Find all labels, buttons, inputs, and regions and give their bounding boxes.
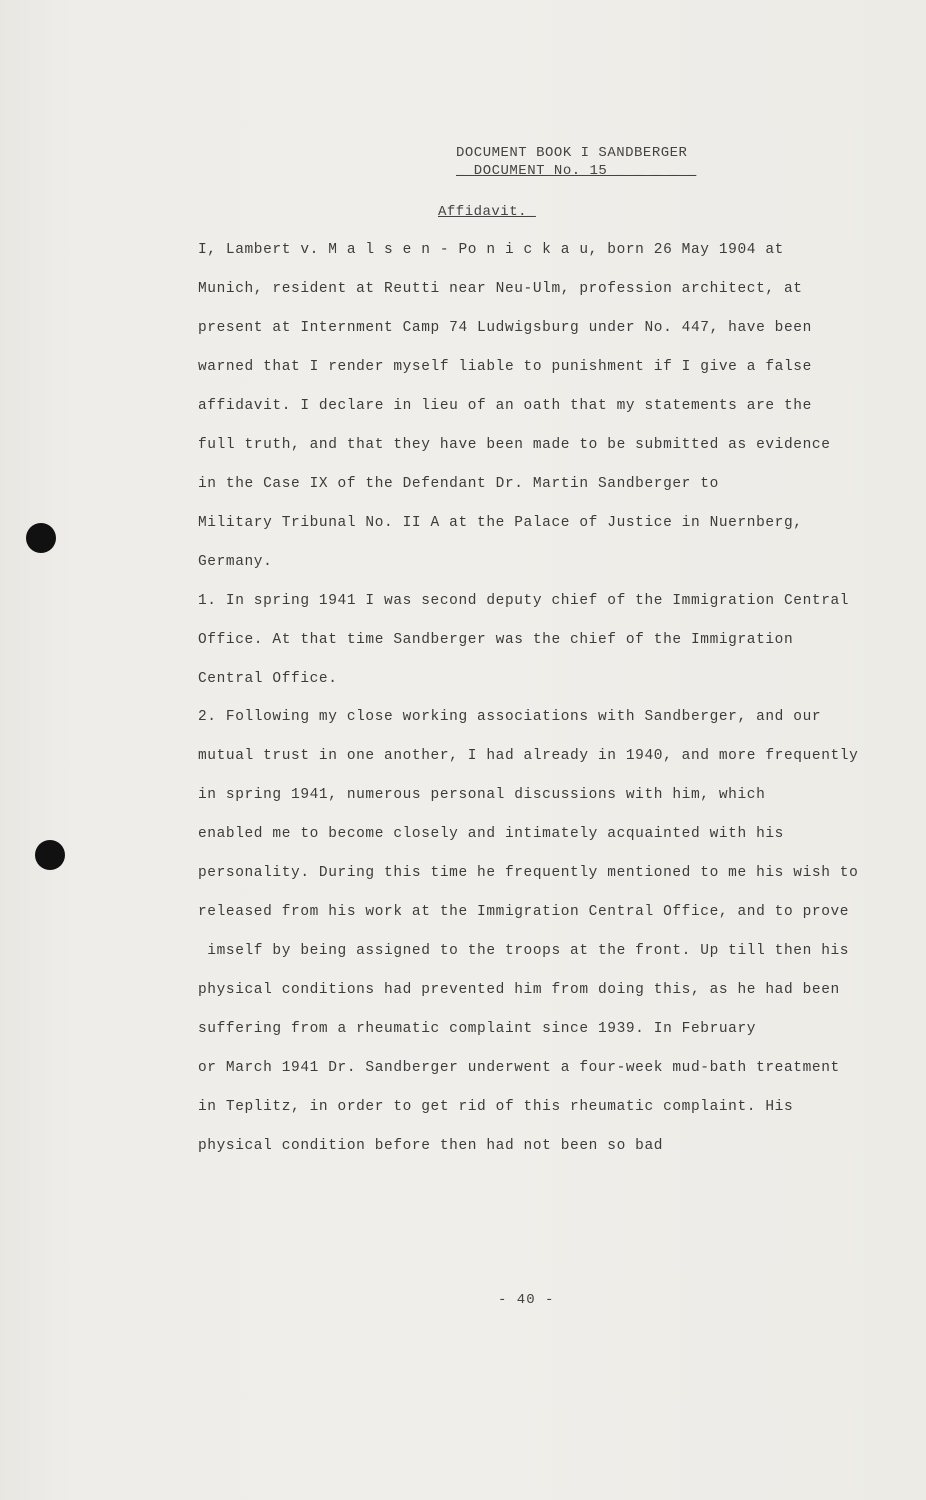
- body-line: suffering from a rheumatic complaint since 1939. In February: [198, 1021, 757, 1037]
- body-line: Central Office.: [198, 671, 338, 687]
- body-line: physical conditions had prevented him from doing this, as he had been: [198, 982, 840, 998]
- body-line: personality. During this time he frequently mentioned to me his wish to: [198, 865, 859, 881]
- body-line: released from his work at the Immigration Central Office, and to prove: [198, 904, 850, 920]
- body-line: Military Tribunal No. II A at the Palace of Justice in Nuernberg,: [198, 515, 803, 531]
- body-line: in spring 1941, numerous personal discussions with him, which: [198, 787, 766, 803]
- body-line: warned that I render myself liable to punishment if I give a false: [198, 359, 812, 375]
- body-line: enabled me to become closely and intimately acquainted with his: [198, 826, 784, 842]
- body-line: present at Internment Camp 74 Ludwigsburg under No. 447, have been: [198, 320, 812, 336]
- affidavit-title: Affidavit._: [438, 204, 536, 220]
- body-line: full truth, and that they have been made to be submitted as evidence: [198, 437, 831, 453]
- body-line: Munich, resident at Reutti near Neu-Ulm, profession architect, at: [198, 281, 803, 297]
- body-line: in Teplitz, in order to get rid of this rheumatic complaint. His: [198, 1099, 794, 1115]
- body-line: I, Lambert v. M a l s e n - Po n i c k a u, born 26 May 1904 at: [198, 242, 784, 258]
- page-number: - 40 -: [498, 1292, 555, 1308]
- body-line: or March 1941 Dr. Sandberger underwent a four-week mud-bath treatment: [198, 1060, 840, 1076]
- body-line: mutual trust in one another, I had already in 1940, and more frequently: [198, 748, 859, 764]
- punch-hole: [26, 523, 56, 553]
- document-book-heading: DOCUMENT BOOK I SANDBERGER: [456, 145, 688, 161]
- punch-hole: [35, 840, 65, 870]
- body-line: affidavit. I declare in lieu of an oath that my statements are the: [198, 398, 812, 414]
- body-line: 1. In spring 1941 I was second deputy chief of the Immigration Central: [198, 593, 850, 609]
- body-line: physical condition before then had not been so bad: [198, 1138, 664, 1154]
- body-line: imself by being assigned to the troops at the front. Up till then his: [198, 943, 850, 959]
- body-line: in the Case IX of the Defendant Dr. Martin Sandberger to: [198, 476, 719, 492]
- body-line: Germany.: [198, 554, 273, 570]
- body-line: Office. At that time Sandberger was the chief of the Immigration: [198, 632, 794, 648]
- document-number-heading: _ DOCUMENT No. 15 _ _ _ _ _: [456, 163, 697, 179]
- body-line: 2. Following my close working associations with Sandberger, and our: [198, 709, 822, 725]
